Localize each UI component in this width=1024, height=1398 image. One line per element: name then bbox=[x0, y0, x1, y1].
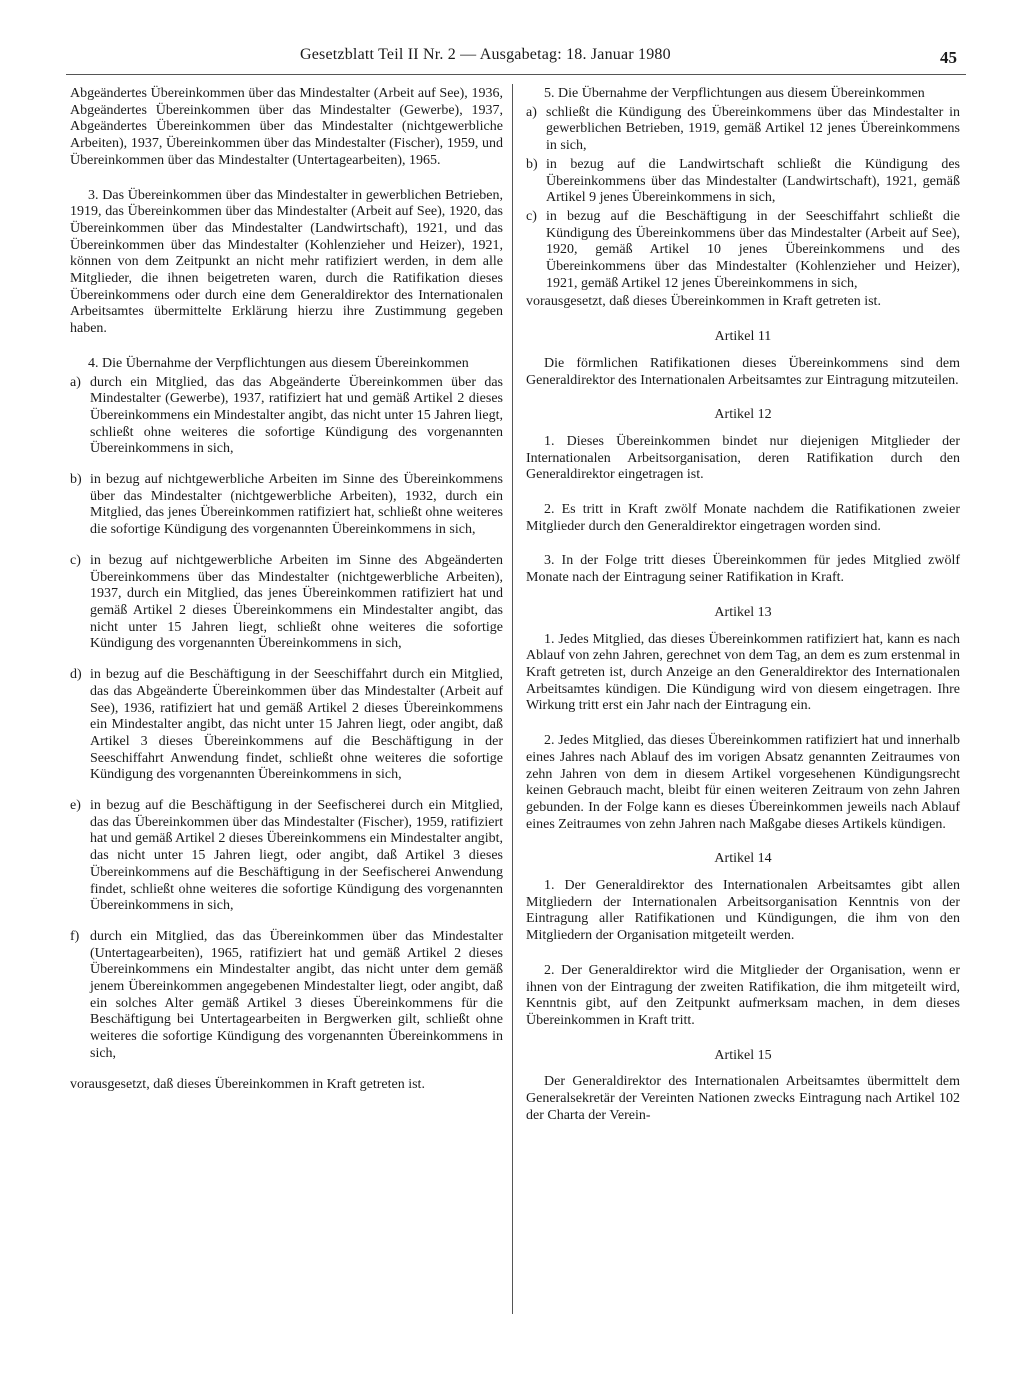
page-number: 45 bbox=[940, 48, 957, 67]
list-item-c bbox=[526, 209, 960, 293]
article-13-paragraph-1: 1. Jedes Mitglied, das dieses Übereinkommen ratifiziert hat, kann es nach Ablauf von zehn Jahren, gerechnet von dem Tag, an dem es zum erstenmal in Kraft getreten ist, durch Anzeige an den Generaldirektor des Internationalen Arbeitsamtes kündigen. Die Kündigung wird von diesem eingetragen. Ihre Wirkung tritt erst ein Jahr nach der Eintragung ein. bbox=[526, 631, 960, 714]
article-14-paragraph-1: 1. Der Generaldirektor des Internationalen Arbeitsamtes gibt allen Mitgliedern der Internationalen Arbeitsorganisation Kenntnis von der Eintragung aller Ratifikationen und Kündigungen, die ihm von den Mitgliedern der Organisation mitgeteilt werden. bbox=[526, 878, 960, 944]
left-column bbox=[70, 86, 503, 1111]
article-12-paragraph-3: 3. In der Folge tritt dieses Übereinkommen für jedes Mitglied zwölf Monate nach der Eintragung seiner Ratifikation in Kraft. bbox=[526, 553, 960, 586]
paragraph-4: 4. Die Übernahme der Verpflichtungen aus diesem Übereinkommen bbox=[88, 355, 469, 371]
list-text: in bezug auf nichtgewerbliche Arbeiten im Sinne des Abgeänderten Übereinkommens über das Mindestalter (nichtgewerbliche Arbeiten), 1937, durch ein Mitglied, das jenes Übereinkommen ratifiziert hat und gemäß Artikel 2 dieses Übereinkommens ein Mindestalter angibt, das nicht unter 15 Jahren liegt, schließt ohne weiteres die sofortige Kündigung des vorgenannten Übereinkommens in sich, bbox=[90, 552, 503, 652]
list-item-a bbox=[70, 375, 503, 459]
list-item-a bbox=[526, 105, 960, 155]
article-12-heading: Artikel 12 bbox=[714, 407, 772, 423]
closing-clause: vorausgesetzt, daß dieses Übereinkommen in Kraft getreten ist. bbox=[526, 294, 881, 310]
list-item-c bbox=[70, 553, 503, 653]
list-text: in bezug auf die Beschäftigung in der Seefischerei durch ein Mitglied, das das Übereinkommen über das Mindestalter (Fischer), 1959, ratifiziert hat und gemäß Artikel 2 dieses Übereinkommens ein Mindestalter angibt, das nicht unter 15 Jahren liegt, oder angibt, daß Artikel 3 dieses Übereinkommens auf die Beschäftigung in der Seefischerei Anwendung findet, schließt ohne weiteres die sofortige Kündigung des vorgenannten Übereinkommens in sich, bbox=[90, 798, 503, 914]
list-text: durch ein Mitglied, das das Übereinkommen über das Mindestalter (Untertagearbeiten), 1965, ratifiziert hat und gemäß Artikel 2 dieses Übereinkommens ein Mindestalter angibt, das nicht unter dem gemäß jenem Übereinkommen angegebenen Mindestalter liegt, oder angibt, daß ein solches Alter gemäß Artikel 3 dieses Übereinkommens für die Beschäftigung bei Untertagearbeiten in Bergwerken gilt, schließt ohne weiteres die sofortige Kündigung des vorgenannten Übereinkommens in sich, bbox=[90, 928, 503, 1061]
article-14-heading: Artikel 14 bbox=[714, 851, 772, 867]
paragraph-5: 5. Die Übernahme der Verpflichtungen aus diesem Übereinkommen bbox=[544, 86, 925, 101]
list-label: a) bbox=[526, 104, 537, 120]
list-item-b bbox=[526, 157, 960, 207]
list-label: f) bbox=[70, 928, 80, 944]
article-13-paragraph-2: 2. Jedes Mitglied, das dieses Übereinkommen ratifiziert hat und innerhalb eines Jahres nach Ablauf des im vorigen Absatz genannten Zeitraumes von zehn Jahren von dem in diesem Artikel vorgesehenen Kündigungsrecht keinen Gebrauch macht, bleibt für einen weiteren Zeitraum von zehn Jahren gebunden. In der Folge kann es dieses Übereinkommen jeweils nach Ablauf eines Zeitraumes von zehn Jahren nach Maßgabe dieses Artikels kündigen. bbox=[526, 733, 960, 832]
list-label: e) bbox=[70, 798, 81, 814]
list-label: a) bbox=[70, 374, 81, 390]
article-15-heading: Artikel 15 bbox=[714, 1047, 772, 1063]
list-text: in bezug auf nichtgewerbliche Arbeiten im Sinne des Übereinkommens über das Mindestalter (nichtgewerbliche Arbeiten), 1932, durch ein Mitglied, das jenes Übereinkommen ratifiziert hat, schließt ohne weiteres die sofortige Kündigung des vorgenannten Übereinkommens in sich, bbox=[90, 472, 503, 538]
article-13-heading: Artikel 13 bbox=[714, 604, 772, 620]
list-label: d) bbox=[70, 667, 82, 683]
article-11-paragraph: Die förmlichen Ratifikationen dieses Übereinkommens sind dem Generaldirektor des Internationalen Arbeitsamtes zur Eintragung mitzuteilen. bbox=[526, 355, 960, 388]
paragraph-3: 3. Das Übereinkommen über das Mindestalter in gewerblichen Betrieben, 1919, das Übereinkommen über das Mindestalter (Arbeit auf See), 1920, das Übereinkommen über das Mindestalter (Landwirtschaft), 1921, und das Übereinkommen über das Mindestalter (Kohlenzieher und Heizer), 1921, können von dem Zeitpunkt an nicht mehr ratifiziert werden, in dem alle Mitglieder, die ihnen beigetreten waren, durch die Ratifikation dieses Übereinkommens oder durch eine dem Generaldirektor des Internationalen Arbeitsamtes übermittelte Erklärung hierzu ihre Zustimmung gegeben haben. bbox=[70, 187, 503, 337]
column-divider bbox=[512, 84, 513, 1314]
right-column bbox=[526, 86, 960, 1142]
list-label: b) bbox=[526, 156, 538, 172]
list-item-f bbox=[70, 929, 503, 1063]
article-11-heading: Artikel 11 bbox=[714, 329, 772, 345]
running-header: Gesetzblatt Teil II Nr. 2 — Ausgabetag: 18. Januar 1980 bbox=[300, 46, 671, 63]
list-label: b) bbox=[70, 472, 82, 488]
article-12-paragraph-2: 2. Es tritt in Kraft zwölf Monate nachdem die Ratifikationen zweier Mitglieder durch den Generaldirektor eingetragen worden sind. bbox=[526, 502, 960, 534]
list-item-e bbox=[70, 798, 503, 915]
list-label: c) bbox=[70, 552, 81, 568]
list-text: schließt die Kündigung des Übereinkommens über das Mindestalter in gewerblichen Betrieben, 1919, gemäß Artikel 12 jenes Übereinkommens in sich, bbox=[546, 104, 960, 154]
list-text: durch ein Mitglied, das das Abgeänderte Übereinkommen über das Mindestalter (Gewerbe), 1937, ratifiziert hat und gemäß Artikel 2 dieses Übereinkommens ein Mindestalter angibt, das nicht unter 15 Jahren liegt, schließt ohne weiteres die sofortige Kündigung des vorgenannten Übereinkommens in sich, bbox=[90, 374, 503, 457]
header-rule bbox=[66, 74, 966, 75]
article-12-paragraph-1: 1. Dieses Übereinkommen bindet nur diejenigen Mitglieder der Internationalen Arbeitsorganisation, deren Ratifikation durch den Generaldirektor eingetragen ist. bbox=[526, 433, 960, 483]
list-text: in bezug auf die Beschäftigung in der Seeschiffahrt schließt die Kündigung des Übereinkommens über das Mindestalter (Arbeit auf See), 1920, gemäß Artikel 10 jenes Übereinkommens und des Übereinkommens über das Mindestalter (Kohlenzieher und Heizer), 1921, gemäß Artikel 12 jenes Übereinkommens in sich, bbox=[546, 208, 960, 291]
list-text: in bezug auf die Beschäftigung in der Seeschiffahrt durch ein Mitglied, das das Abgeänderte Übereinkommen über das Mindestalter (Arbeit auf See), 1936, ratifiziert hat und gemäß Artikel 2 dieses Übereinkommens ein Mindestalter angibt, das nicht unter 15 Jahren liegt, oder angibt, daß Artikel 3 dieses Übereinkommens auf die Beschäftigung in der Seeschiffahrt Anwendung findet, schließt ohne weiteres die sofortige Kündigung des vorgenannten Übereinkommens in sich, bbox=[90, 667, 503, 783]
list-item-d bbox=[70, 667, 503, 784]
closing-clause: vorausgesetzt, daß dieses Übereinkommen in Kraft getreten ist. bbox=[70, 1076, 425, 1092]
list-label: c) bbox=[526, 208, 537, 224]
paragraph-continuation: Abgeändertes Übereinkommen über das Mindestalter (Arbeit auf See), 1936, Abgeändertes Übereinkommen über das Mindestalter (Gewerbe), 1937, Abgeändertes Übereinkommen über das Mindestalter (nichtgewerbliche Arbeiten), 1937, Übereinkommen über das Mindestalter (Fischer), 1959, und Übereinkommen über das Mindestalter (Untertagearbeiten), 1965. bbox=[70, 86, 503, 168]
article-15-paragraph: Der Generaldirektor des Internationalen Arbeitsamtes übermittelt dem Generalsekretär der Vereinten Nationen zwecks Eintragung nach Artikel 102 der Charta der Verein- bbox=[526, 1074, 960, 1123]
list-text: in bezug auf die Landwirtschaft schließt die Kündigung des Übereinkommens über das Mindestalter (Landwirtschaft), 1921, gemäß Artikel 9 jenes Übereinkommens in sich, bbox=[546, 156, 960, 206]
article-14-paragraph-2: 2. Der Generaldirektor wird die Mitglieder der Organisation, wenn er ihnen von der Eintragung der zweiten Ratifikation, die ihm mitgeteilt wird, Kenntnis gibt, auf den Zeitpunkt aufmerksam machen, in dem dieses Übereinkommen in Kraft tritt. bbox=[526, 962, 960, 1028]
list-item-b bbox=[70, 472, 503, 539]
